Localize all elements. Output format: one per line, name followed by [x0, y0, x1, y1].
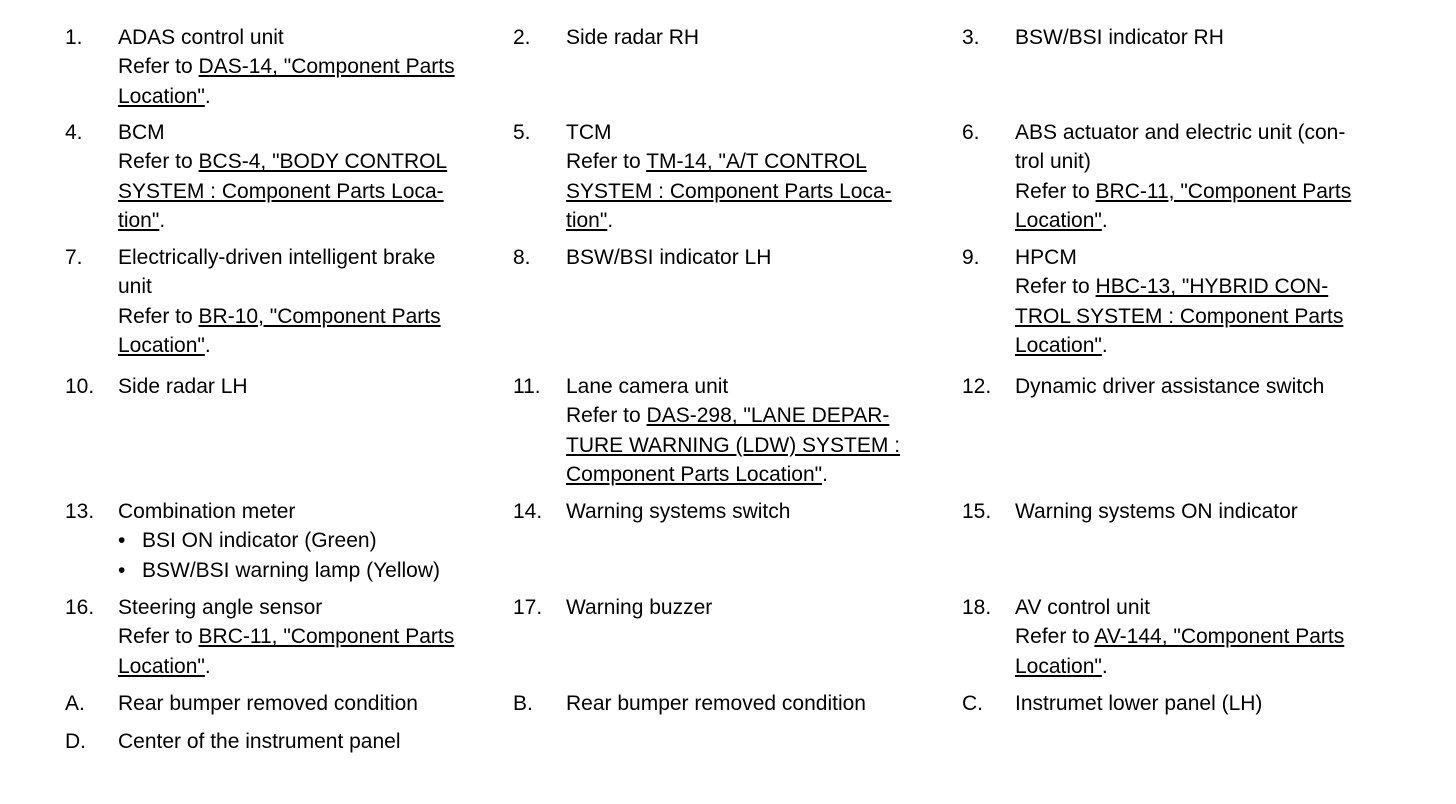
- legend-item: [962, 593, 1402, 681]
- item-title: Rear bumper removed condition: [566, 692, 866, 715]
- reference-link[interactable]: SYSTEM : Component Parts Loca-: [118, 179, 444, 203]
- reference-link[interactable]: BCS-4, "BODY CONTROL: [198, 150, 448, 174]
- item-text: [1015, 243, 1402, 360]
- item-number: 4.: [65, 121, 83, 144]
- reference-line: [566, 460, 953, 489]
- reference-line: [1015, 177, 1402, 206]
- reference-line: [1015, 331, 1402, 360]
- reference-punct: .: [1101, 208, 1108, 232]
- reference-link[interactable]: Component Parts Location": [566, 462, 823, 486]
- item-title: trol unit): [1015, 150, 1091, 174]
- item-number: 11.: [513, 375, 541, 398]
- item-number: 16.: [65, 596, 95, 619]
- item-number: 12.: [962, 375, 992, 398]
- reference-line: [566, 177, 953, 206]
- item-text: [1015, 689, 1402, 718]
- item-title: Warning buzzer: [566, 596, 713, 619]
- item-title: BSW/BSI indicator LH: [566, 246, 772, 269]
- refer-to-label: Refer to: [1015, 275, 1096, 299]
- bullet-item: [118, 526, 505, 555]
- item-text: [566, 593, 953, 622]
- item-number: 10.: [65, 375, 95, 398]
- reference-line: [118, 331, 505, 360]
- refer-to-label: Refer to: [566, 150, 647, 174]
- refer-to-label: Refer to: [118, 304, 199, 328]
- reference-link[interactable]: Location": [118, 84, 205, 108]
- item-title: ABS actuator and electric unit (con-: [1015, 121, 1346, 144]
- item-title: Warning systems switch: [566, 500, 791, 523]
- item-title: Electrically-driven intelligent brake: [118, 246, 436, 269]
- item-number: 18.: [962, 596, 992, 619]
- legend-item: [65, 689, 505, 718]
- reference-link[interactable]: HBC-13, "HYBRID CON-: [1095, 275, 1329, 299]
- legend-item: [513, 689, 953, 718]
- legend-item: [65, 497, 505, 585]
- reference-link[interactable]: DAS-14, "Component Parts: [198, 55, 455, 79]
- item-number: 17.: [513, 596, 543, 619]
- legend-item: [962, 243, 1402, 360]
- reference-link[interactable]: Location": [1015, 654, 1102, 678]
- reference-punct: .: [1101, 333, 1108, 357]
- item-number: 13.: [65, 500, 95, 523]
- reference-line: [1015, 302, 1402, 331]
- reference-link[interactable]: tion": [118, 208, 160, 232]
- item-number: C.: [962, 692, 983, 715]
- reference-link[interactable]: Location": [1015, 333, 1102, 357]
- item-title: Side radar RH: [566, 26, 700, 49]
- reference-link[interactable]: Location": [118, 654, 205, 678]
- legend-item: [65, 23, 505, 111]
- item-text: [118, 118, 505, 235]
- legend-item: [513, 593, 953, 622]
- legend-item: [513, 118, 953, 235]
- reference-link[interactable]: BRC-11, "Component Parts: [1095, 179, 1352, 203]
- reference-punct: .: [1101, 654, 1108, 678]
- legend-item: [962, 372, 1402, 401]
- legend-item: [962, 689, 1402, 718]
- item-title: BCM: [118, 121, 165, 144]
- legend-item: [65, 593, 505, 681]
- bullet-text: BSI ON indicator (Green): [142, 529, 377, 553]
- reference-line: [118, 147, 505, 176]
- item-text: [566, 689, 953, 718]
- reference-link[interactable]: DAS-298, "LANE DEPAR-: [646, 404, 890, 428]
- legend-item: [513, 23, 953, 52]
- item-text: [1015, 497, 1402, 526]
- item-text: [1015, 593, 1402, 681]
- item-title: Center of the instrument panel: [118, 730, 401, 753]
- item-text: [118, 593, 505, 681]
- item-number: 9.: [962, 246, 980, 269]
- item-title: BSW/BSI indicator RH: [1015, 26, 1224, 49]
- item-title: ADAS control unit: [118, 26, 284, 49]
- item-title: TCM: [566, 121, 612, 144]
- reference-line: [118, 82, 505, 111]
- item-number: 15.: [962, 500, 992, 523]
- legend-item: [962, 118, 1402, 235]
- item-title: Instrumet lower panel (LH): [1015, 692, 1263, 715]
- item-title: Rear bumper removed condition: [118, 692, 418, 715]
- reference-punct: .: [204, 333, 211, 357]
- reference-punct: .: [204, 654, 211, 678]
- item-text: [118, 243, 505, 360]
- item-text: [566, 118, 953, 235]
- reference-link[interactable]: BR-10, "Component Parts: [198, 304, 441, 328]
- item-title: unit: [118, 275, 152, 299]
- bullet-text: BSW/BSI warning lamp (Yellow): [142, 558, 440, 582]
- item-title: Warning systems ON indicator: [1015, 500, 1298, 523]
- item-text: [566, 372, 953, 489]
- reference-line: [566, 431, 953, 460]
- item-number: 1.: [65, 26, 83, 49]
- reference-line: [1015, 622, 1402, 651]
- refer-to-label: Refer to: [566, 404, 647, 428]
- reference-line: [118, 622, 505, 651]
- reference-line: [566, 206, 953, 235]
- item-number: 2.: [513, 26, 531, 49]
- legend-item: [513, 243, 953, 272]
- item-title: Dynamic driver assistance switch: [1015, 375, 1325, 398]
- item-number: B.: [513, 692, 533, 715]
- item-text: [1015, 372, 1402, 401]
- legend-item: [65, 243, 505, 360]
- reference-link[interactable]: TM-14, "A/T CONTROL: [646, 150, 867, 174]
- reference-punct: .: [204, 84, 211, 108]
- legend-item: [65, 372, 505, 401]
- item-text: [1015, 23, 1402, 52]
- reference-line: [1015, 272, 1402, 301]
- item-title: Side radar LH: [118, 375, 248, 398]
- reference-line: [118, 52, 505, 81]
- item-number: 5.: [513, 121, 531, 144]
- item-text: [118, 689, 505, 718]
- reference-link[interactable]: AV-144, "Component Parts: [1094, 625, 1345, 649]
- item-number: 14.: [513, 500, 543, 523]
- item-title: Combination meter: [118, 500, 296, 523]
- item-text: [566, 243, 953, 272]
- item-number: D.: [65, 730, 86, 753]
- legend-item: [513, 372, 953, 489]
- reference-punct: .: [822, 462, 828, 486]
- reference-link[interactable]: BRC-11, "Component Parts: [198, 625, 455, 649]
- bullet-glyph: •: [118, 529, 126, 553]
- item-title: Lane camera unit: [566, 375, 729, 398]
- reference-line: [1015, 206, 1402, 235]
- reference-link[interactable]: TROL SYSTEM : Component Parts: [1015, 304, 1344, 328]
- item-text: [566, 497, 953, 526]
- item-text: [566, 23, 953, 52]
- refer-to-label: Refer to: [118, 625, 199, 649]
- legend-item: [962, 23, 1402, 52]
- bullet-glyph: •: [118, 558, 126, 582]
- refer-to-label: Refer to: [118, 150, 199, 174]
- legend-item: [65, 118, 505, 235]
- reference-punct: .: [159, 208, 166, 232]
- item-text: [118, 372, 505, 401]
- reference-link[interactable]: tion": [566, 208, 608, 232]
- reference-line: [118, 302, 505, 331]
- refer-to-label: Refer to: [118, 55, 199, 79]
- item-number: A.: [65, 692, 85, 715]
- reference-line: [566, 147, 953, 176]
- item-title: HPCM: [1015, 246, 1077, 269]
- reference-punct: .: [607, 208, 614, 232]
- bullet-item: [118, 556, 505, 585]
- reference-line: [118, 177, 505, 206]
- item-number: 8.: [513, 246, 531, 269]
- reference-line: [566, 401, 953, 430]
- legend-item: [65, 727, 505, 756]
- item-text: [118, 23, 505, 111]
- item-number: 3.: [962, 26, 980, 49]
- reference-line: [118, 652, 505, 681]
- reference-link[interactable]: SYSTEM : Component Parts Loca-: [566, 179, 892, 203]
- item-title: Steering angle sensor: [118, 596, 323, 619]
- legend-item: [513, 497, 953, 526]
- refer-to-label: Refer to: [1015, 625, 1095, 649]
- item-number: 6.: [962, 121, 980, 144]
- reference-link[interactable]: Location": [118, 333, 205, 357]
- item-title: AV control unit: [1015, 596, 1151, 619]
- reference-line: [1015, 652, 1402, 681]
- reference-link[interactable]: TURE WARNING (LDW) SYSTEM :: [566, 433, 901, 457]
- item-number: 7.: [65, 246, 83, 269]
- legend-item: [962, 497, 1402, 526]
- item-text: [1015, 118, 1402, 235]
- refer-to-label: Refer to: [1015, 179, 1096, 203]
- item-text: [118, 727, 505, 756]
- reference-link[interactable]: Location": [1015, 208, 1102, 232]
- item-text: [118, 497, 505, 585]
- reference-line: [118, 206, 505, 235]
